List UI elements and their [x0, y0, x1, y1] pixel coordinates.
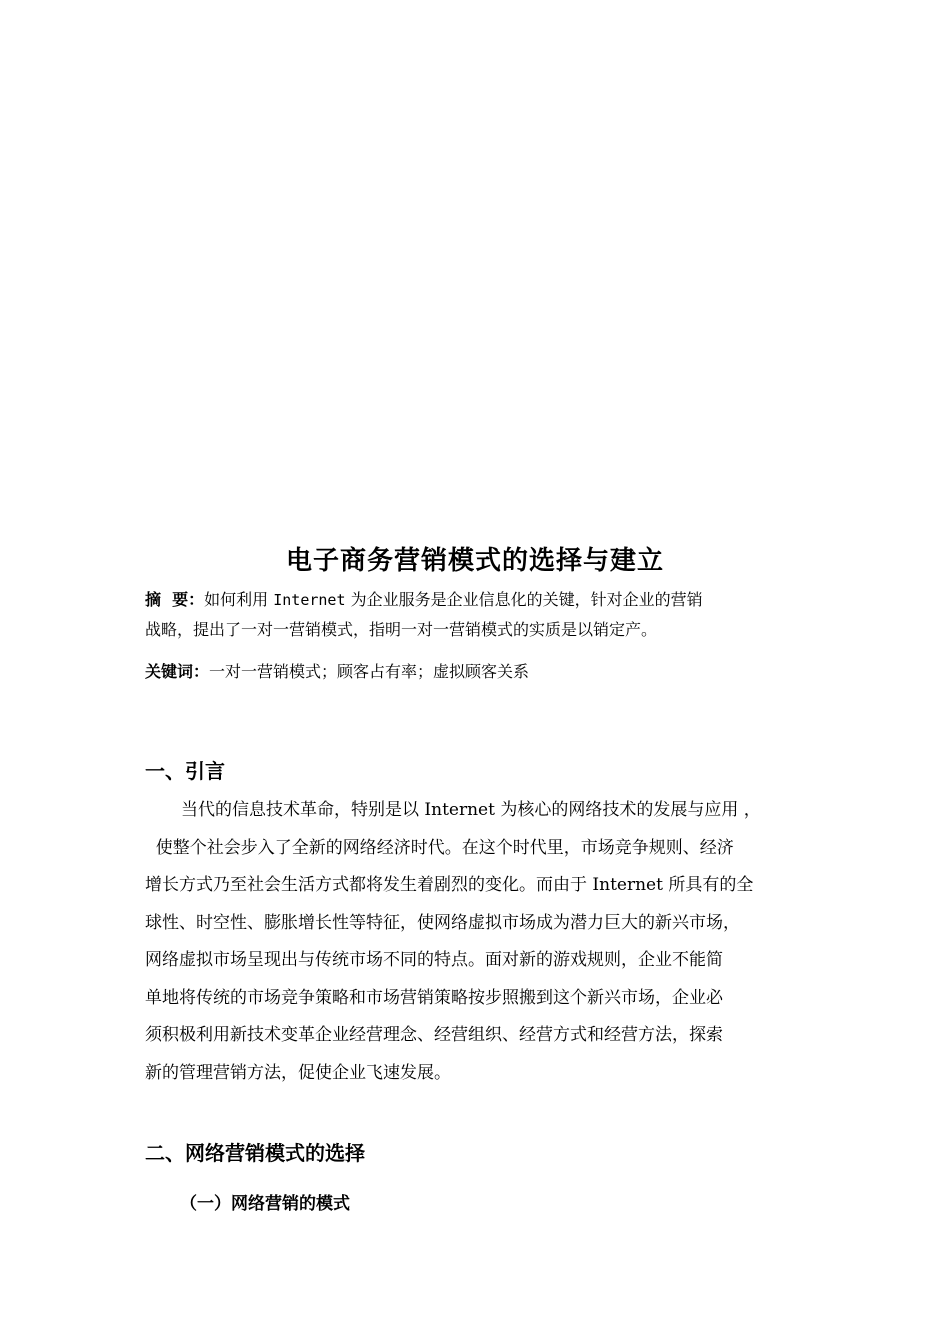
keywords-text: 一对一营销模式；顾客占有率；虚拟顾客关系 — [209, 662, 530, 681]
subsection-heading-network-marketing-models: （一）网络营销的模式 — [180, 1194, 350, 1214]
keywords-label: 关键词： — [145, 662, 210, 681]
abstract-text-part2: 为企业服务是企业信息化的关键，针对企业的营销 — [345, 590, 703, 609]
abstract — [145, 585, 810, 645]
paragraph-line: 新的管理营销方法，促使企业飞速发展。 — [145, 1062, 451, 1083]
abstract-text-part1: 如何利用 — [204, 590, 274, 609]
paragraph-line: 使整个社会步入了全新的网络经济时代。在这个时代里，市场竞争规则、经济 — [145, 837, 734, 858]
section-heading-marketing-model-selection: 二、网络营销模式的选择 — [145, 1141, 365, 1165]
paragraph-line: 网络虚拟市场呈现出与传统市场不同的特点。面对新的游戏规则，企业不能简 — [145, 950, 723, 970]
paragraph-line: 增长方式乃至社会生活方式都将发生着剧烈的变化。而由于 Internet 所具有的全 — [145, 875, 754, 895]
abstract-label: 摘 要： — [145, 590, 205, 609]
document-title: 电子商务营销模式的选择与建立 — [285, 546, 664, 576]
introduction-paragraph — [145, 792, 810, 1092]
abstract-line-1 — [145, 585, 810, 615]
keywords — [145, 657, 810, 687]
abstract-internet-word: Internet — [273, 591, 346, 609]
paragraph-line: 单地将传统的市场竞争策略和市场营销策略按步照搬到这个新兴市场，企业必 — [145, 987, 723, 1008]
abstract-line-2: 战略，提出了一对一营销模式，指明一对一营销模式的实质是以销定产。 — [145, 620, 658, 639]
section-heading-introduction: 一、引言 — [145, 759, 225, 783]
paragraph-line: 当代的信息技术革命，特别是以 Internet 为核心的网络技术的发展与应用 ， — [181, 800, 761, 820]
paragraph-line: 球性、时空性、膨胀增长性等特征，使网络虚拟市场成为潜力巨大的新兴市场， — [145, 912, 740, 933]
paragraph-line: 须积极利用新技术变革企业经营理念、经营组织、经营方式和经营方法，探索 — [145, 1025, 723, 1045]
